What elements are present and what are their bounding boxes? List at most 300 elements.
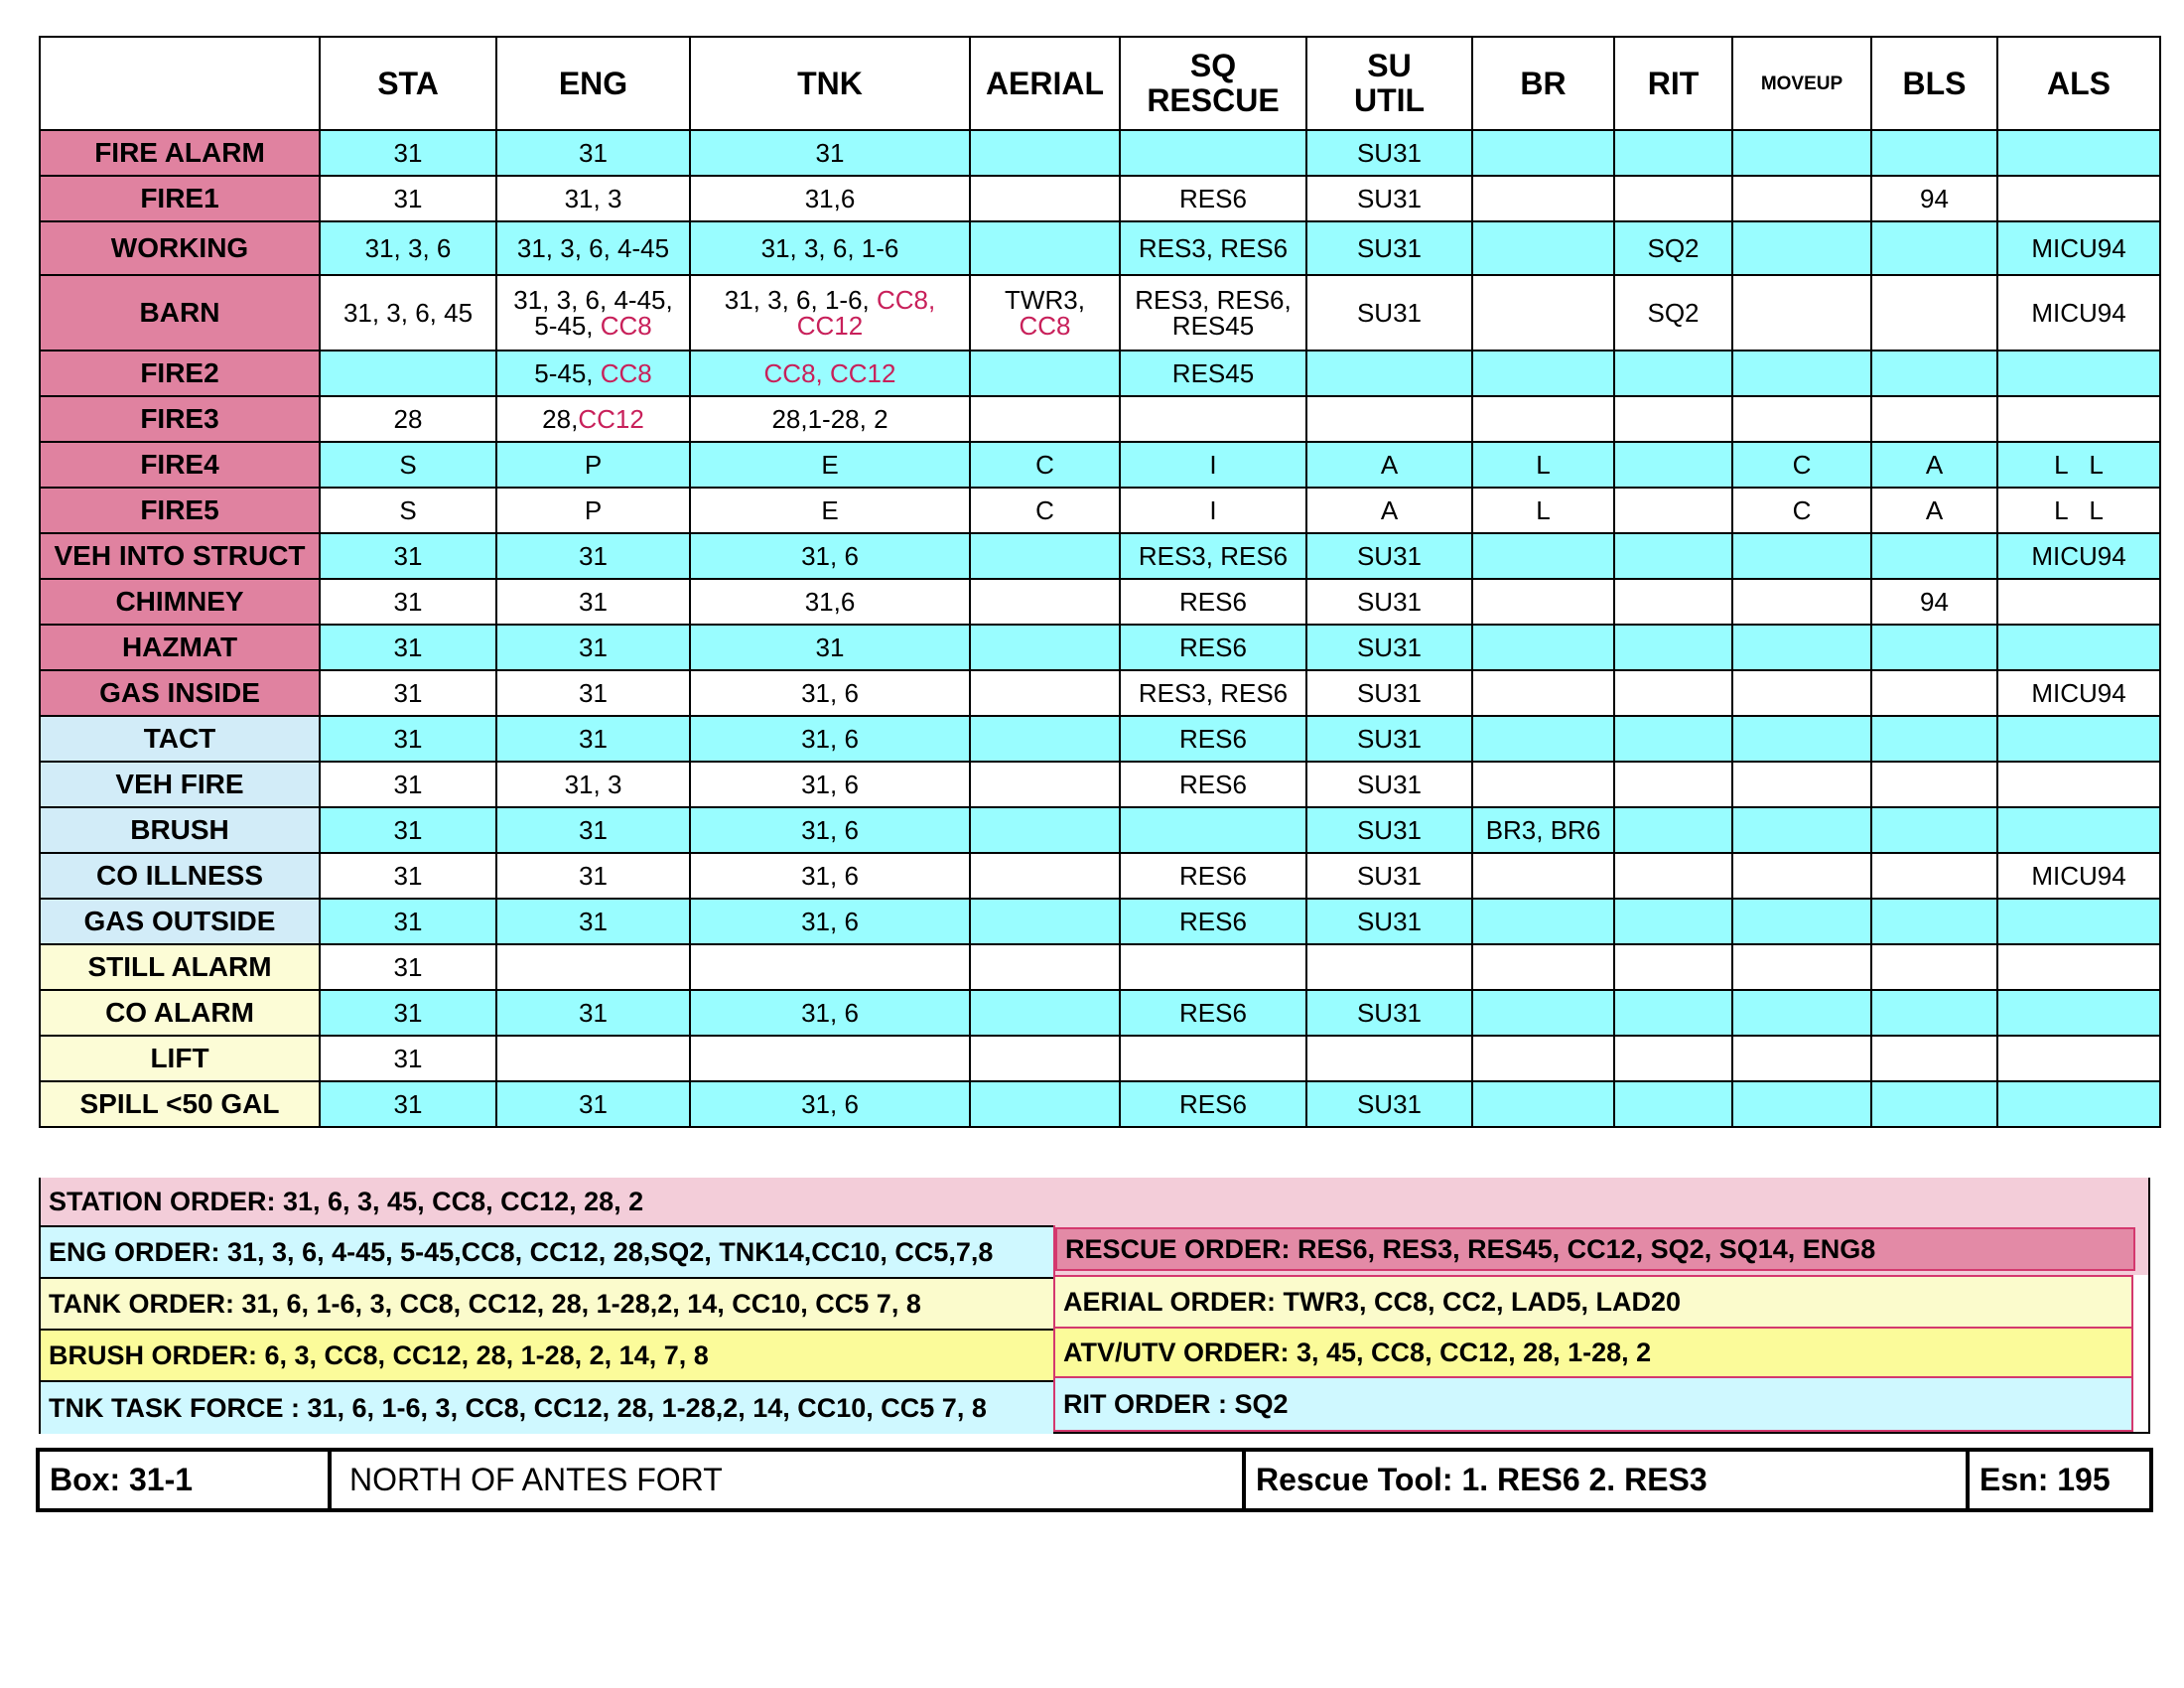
row-label: FIRE4 <box>40 442 320 488</box>
cell-br <box>1472 899 1614 944</box>
cell-rit <box>1614 1081 1732 1127</box>
cell-als <box>1997 396 2160 442</box>
cell-sta <box>320 351 496 396</box>
cell-aerial <box>970 130 1120 176</box>
cell-text: 28, <box>542 404 579 434</box>
row-label: TACT <box>40 716 320 762</box>
cell-eng: 31, 3 <box>496 762 690 807</box>
cell-bls <box>1871 1081 1997 1127</box>
header-bls: BLS <box>1871 37 1997 130</box>
cell-tnk: 31, 6 <box>690 716 970 762</box>
cell-tnk: 31, 6 <box>690 853 970 899</box>
cell-sta: S <box>320 442 496 488</box>
cell-aerial <box>970 944 1120 990</box>
cell-tnk: 31, 6 <box>690 899 970 944</box>
cell-tnk: E <box>690 442 970 488</box>
cell-aerial <box>970 807 1120 853</box>
row-working <box>40 221 2160 275</box>
row-label: CHIMNEY <box>40 579 320 625</box>
cell-text: TWR3, <box>1005 285 1085 315</box>
cell-sta: 31 <box>320 625 496 670</box>
cell-tnk: 31 <box>690 130 970 176</box>
cell-bls <box>1871 762 1997 807</box>
row-label: HAZMAT <box>40 625 320 670</box>
cell-su-util: SU31 <box>1306 670 1472 716</box>
cell-aerial <box>970 1081 1120 1127</box>
cell-sq-rescue: RES3, RES6, RES45 <box>1120 275 1306 351</box>
cell-moveup <box>1732 762 1871 807</box>
row-label: VEH FIRE <box>40 762 320 807</box>
cell-br <box>1472 853 1614 899</box>
box-number: Box: 31-1 <box>50 1462 194 1497</box>
cell-br <box>1472 990 1614 1036</box>
header-sq-rescue <box>1120 37 1306 130</box>
cell-aerial <box>970 670 1120 716</box>
cell-moveup <box>1732 944 1871 990</box>
cell-tnk: 31,6 <box>690 579 970 625</box>
cell-bls <box>1871 625 1997 670</box>
cell-moveup <box>1732 579 1871 625</box>
cell-moveup <box>1732 351 1871 396</box>
cell-rit <box>1614 130 1732 176</box>
header-line: SU <box>1367 48 1412 83</box>
box-footer <box>36 1448 2153 1512</box>
cell-sq-rescue: RES6 <box>1120 625 1306 670</box>
cell-moveup <box>1732 807 1871 853</box>
cell-br <box>1472 1081 1614 1127</box>
cell-als: MICU94 <box>1997 533 2160 579</box>
row-label: LIFT <box>40 1036 320 1081</box>
cell-sq-rescue: RES3, RES6 <box>1120 221 1306 275</box>
cell-su-util: SU31 <box>1306 853 1472 899</box>
cell-moveup <box>1732 625 1871 670</box>
cell-sq-rescue: I <box>1120 488 1306 533</box>
tank-order: TANK ORDER: 31, 6, 1-6, 3, CC8, CC12, 28, 1-28,2, 14, CC10, CC5 7, 8 <box>41 1277 1053 1329</box>
cell-su-util: A <box>1306 442 1472 488</box>
cell-sq-rescue: RES6 <box>1120 716 1306 762</box>
cell-bls <box>1871 990 1997 1036</box>
cell-als: MICU94 <box>1997 853 2160 899</box>
cell-su-util <box>1306 351 1472 396</box>
cc-unit: CC12 <box>796 311 864 341</box>
header-corner <box>40 37 320 130</box>
cell-sta: 28 <box>320 396 496 442</box>
cell-moveup <box>1732 221 1871 275</box>
cell-sq-rescue <box>1120 807 1306 853</box>
row-still-alarm <box>40 944 2160 990</box>
header-moveup: MOVEUP <box>1732 37 1871 130</box>
cell-su-util: SU31 <box>1306 176 1472 221</box>
cell-bls <box>1871 807 1997 853</box>
row-label: BRUSH <box>40 807 320 853</box>
header-row <box>40 37 2160 130</box>
row-barn <box>40 275 2160 351</box>
cell-su-util: A <box>1306 488 1472 533</box>
row-hazmat <box>40 625 2160 670</box>
cell-eng <box>496 944 690 990</box>
cell-aerial <box>970 396 1120 442</box>
cell-rit <box>1614 899 1732 944</box>
cell-su-util: SU31 <box>1306 899 1472 944</box>
cell-eng: 31 <box>496 807 690 853</box>
cell-eng <box>496 1036 690 1081</box>
cell-aerial <box>970 176 1120 221</box>
cell-br <box>1472 533 1614 579</box>
cell-su-util: SU31 <box>1306 221 1472 275</box>
cell-sq-rescue: RES45 <box>1120 351 1306 396</box>
cell-bls <box>1871 670 1997 716</box>
cell-sta: 31 <box>320 533 496 579</box>
cell-br <box>1472 351 1614 396</box>
row-label: FIRE5 <box>40 488 320 533</box>
cell-tnk: 31, 6 <box>690 533 970 579</box>
cell-sta: 31 <box>320 176 496 221</box>
cell-sta: 31 <box>320 670 496 716</box>
cell-su-util <box>1306 944 1472 990</box>
cell-br <box>1472 670 1614 716</box>
row-spill-50-gal <box>40 1081 2160 1127</box>
cell-sq-rescue: RES6 <box>1120 176 1306 221</box>
cell-br <box>1472 396 1614 442</box>
cell-als <box>1997 762 2160 807</box>
cell-sta: 31, 3, 6, 45 <box>320 275 496 351</box>
cell-eng: 31 <box>496 716 690 762</box>
cell-moveup <box>1732 670 1871 716</box>
cell-bls <box>1871 275 1997 351</box>
cell-eng: 31, 3, 6, 4-45 <box>496 221 690 275</box>
cell-rit: SQ2 <box>1614 221 1732 275</box>
row-label: FIRE1 <box>40 176 320 221</box>
cell-moveup <box>1732 1036 1871 1081</box>
row-label: CO ILLNESS <box>40 853 320 899</box>
cell-rit <box>1614 807 1732 853</box>
header-line: RESCUE <box>1147 82 1280 118</box>
cell-eng <box>496 396 690 442</box>
cell-tnk: 28,1-28, 2 <box>690 396 970 442</box>
cell-rit <box>1614 1036 1732 1081</box>
cell-sta: 31 <box>320 899 496 944</box>
cell-br <box>1472 176 1614 221</box>
cell-eng: 31 <box>496 899 690 944</box>
row-gas-outside <box>40 899 2160 944</box>
cell-als <box>1997 176 2160 221</box>
cell-als <box>1997 807 2160 853</box>
cell-rit <box>1614 625 1732 670</box>
cell-bls <box>1871 944 1997 990</box>
cell-sta: 31 <box>320 1081 496 1127</box>
row-label: STILL ALARM <box>40 944 320 990</box>
rescue-order: RESCUE ORDER: RES6, RES3, RES45, CC12, SQ2, SQ14, ENG8 <box>1055 1227 2135 1271</box>
cell-br: L <box>1472 442 1614 488</box>
header-rit: RIT <box>1614 37 1732 130</box>
cell-su-util: SU31 <box>1306 275 1472 351</box>
cell-tnk: 31 <box>690 625 970 670</box>
cell-text: 31, 3, 6, 1-6, <box>724 285 877 315</box>
cell-sq-rescue: RES6 <box>1120 579 1306 625</box>
cell-als <box>1997 351 2160 396</box>
row-chimney <box>40 579 2160 625</box>
cell-aerial <box>970 853 1120 899</box>
cell-tnk <box>690 275 970 351</box>
cell-br <box>1472 1036 1614 1081</box>
cell-aerial <box>970 625 1120 670</box>
cell-eng: 31 <box>496 1081 690 1127</box>
row-brush <box>40 807 2160 853</box>
cell-br <box>1472 716 1614 762</box>
cell-sq-rescue: RES6 <box>1120 899 1306 944</box>
cell-tnk: 31, 6 <box>690 807 970 853</box>
cell-sq-rescue <box>1120 944 1306 990</box>
row-fire4 <box>40 442 2160 488</box>
header-tnk: TNK <box>690 37 970 130</box>
cell-sq-rescue: RES6 <box>1120 853 1306 899</box>
cell-sq-rescue <box>1120 1036 1306 1081</box>
cell-tnk <box>690 1036 970 1081</box>
cell-sta: 31 <box>320 807 496 853</box>
cell-rit <box>1614 488 1732 533</box>
cell-tnk <box>690 944 970 990</box>
cell-su-util: SU31 <box>1306 625 1472 670</box>
cell-als <box>1997 625 2160 670</box>
cell-rit <box>1614 176 1732 221</box>
cell-als <box>1997 899 2160 944</box>
header-line: UTIL <box>1353 82 1426 118</box>
cc-unit: CC8, CC12 <box>763 358 896 388</box>
row-label: GAS OUTSIDE <box>40 899 320 944</box>
cell-als: MICU94 <box>1997 221 2160 275</box>
cell-sta: 31 <box>320 944 496 990</box>
row-co-illness <box>40 853 2160 899</box>
cell-bls <box>1871 351 1997 396</box>
box-location: NORTH OF ANTES FORT <box>328 1452 1242 1508</box>
cell-sta: 31 <box>320 762 496 807</box>
cell-br <box>1472 944 1614 990</box>
cell-sta: 31 <box>320 130 496 176</box>
cell-moveup: C <box>1732 442 1871 488</box>
header-line: SQ <box>1189 48 1237 83</box>
header-su-util <box>1306 37 1472 130</box>
cell-rit <box>1614 990 1732 1036</box>
cell-als <box>1997 944 2160 990</box>
header-aerial: AERIAL <box>970 37 1120 130</box>
cell-su-util: SU31 <box>1306 533 1472 579</box>
cell-bls: A <box>1871 488 1997 533</box>
cell-bls <box>1871 716 1997 762</box>
cell-eng <box>496 275 690 351</box>
cell-sta: 31, 3, 6 <box>320 221 496 275</box>
cell-sta: 31 <box>320 990 496 1036</box>
cell-br <box>1472 275 1614 351</box>
eng-order: ENG ORDER: 31, 3, 6, 4-45, 5-45,CC8, CC12, 28,SQ2, TNK14,CC10, CC5,7,8 <box>41 1225 1053 1277</box>
cell-tnk: 31, 6 <box>690 670 970 716</box>
cell-als: MICU94 <box>1997 670 2160 716</box>
cell-als: L L <box>1997 442 2160 488</box>
cell-eng: 31 <box>496 990 690 1036</box>
row-label: FIRE ALARM <box>40 130 320 176</box>
cell-als <box>1997 1081 2160 1127</box>
cell-moveup <box>1732 990 1871 1036</box>
cell-su-util: SU31 <box>1306 716 1472 762</box>
cell-als <box>1997 990 2160 1036</box>
cell-als <box>1997 130 2160 176</box>
cell-bls <box>1871 853 1997 899</box>
cell-eng: 31 <box>496 533 690 579</box>
cell-bls <box>1871 899 1997 944</box>
rit-order: RIT ORDER : SQ2 <box>1053 1376 2133 1432</box>
cell-eng: 31 <box>496 853 690 899</box>
cell-sq-rescue: I <box>1120 442 1306 488</box>
row-label: SPILL <50 GAL <box>40 1081 320 1127</box>
row-co-alarm <box>40 990 2160 1036</box>
cell-br <box>1472 762 1614 807</box>
cell-aerial <box>970 762 1120 807</box>
cell-bls <box>1871 130 1997 176</box>
header-als: ALS <box>1997 37 2160 130</box>
cell-tnk: 31, 3, 6, 1-6 <box>690 221 970 275</box>
cell-als <box>1997 716 2160 762</box>
cell-sq-rescue: RES6 <box>1120 1081 1306 1127</box>
cell-rit: SQ2 <box>1614 275 1732 351</box>
cell-tnk: 31, 6 <box>690 990 970 1036</box>
cell-rit <box>1614 351 1732 396</box>
cell-rit <box>1614 944 1732 990</box>
cell-aerial <box>970 579 1120 625</box>
cell-sq-rescue: RES6 <box>1120 762 1306 807</box>
cell-su-util: SU31 <box>1306 807 1472 853</box>
cell-rit <box>1614 442 1732 488</box>
header-br: BR <box>1472 37 1614 130</box>
cell-bls <box>1871 221 1997 275</box>
cell-bls <box>1871 533 1997 579</box>
cell-su-util <box>1306 1036 1472 1081</box>
rescue-order-band <box>1053 1225 2148 1275</box>
row-label: CO ALARM <box>40 990 320 1036</box>
cell-su-util: SU31 <box>1306 130 1472 176</box>
cell-moveup <box>1732 275 1871 351</box>
run-card-table <box>39 36 2161 1128</box>
cell-su-util: SU31 <box>1306 1081 1472 1127</box>
cell-eng: 31 <box>496 625 690 670</box>
cell-rit <box>1614 579 1732 625</box>
cell-sta: 31 <box>320 1036 496 1081</box>
row-label: FIRE2 <box>40 351 320 396</box>
cell-moveup <box>1732 716 1871 762</box>
cell-text: 31, 3, 6, 4-45, <box>513 285 673 315</box>
cell-br <box>1472 130 1614 176</box>
cell-rit <box>1614 670 1732 716</box>
aerial-order: AERIAL ORDER: TWR3, CC8, CC2, LAD5, LAD20 <box>1053 1275 2133 1327</box>
cell-bls <box>1871 1036 1997 1081</box>
esn-number: Esn: 195 <box>1966 1452 2149 1508</box>
cell-sq-rescue <box>1120 396 1306 442</box>
cell-aerial <box>970 533 1120 579</box>
row-label: GAS INSIDE <box>40 670 320 716</box>
cell-als: MICU94 <box>1997 275 2160 351</box>
cell-br <box>1472 579 1614 625</box>
cc-unit: CC8, <box>876 285 936 315</box>
cell-tnk: 31, 6 <box>690 762 970 807</box>
cell-eng <box>496 351 690 396</box>
row-fire2 <box>40 351 2160 396</box>
cell-sta: S <box>320 488 496 533</box>
cell-eng: 31 <box>496 670 690 716</box>
row-gas-inside <box>40 670 2160 716</box>
cell-rit <box>1614 762 1732 807</box>
cell-aerial: C <box>970 442 1120 488</box>
cell-sq-rescue: RES3, RES6 <box>1120 533 1306 579</box>
cell-tnk: 31,6 <box>690 176 970 221</box>
cell-tnk: 31, 6 <box>690 1081 970 1127</box>
cell-tnk: E <box>690 488 970 533</box>
cell-bls: 94 <box>1871 176 1997 221</box>
cc-unit: CC8 <box>1019 311 1071 341</box>
row-label: VEH INTO STRUCT <box>40 533 320 579</box>
row-label: BARN <box>40 275 320 351</box>
cell-text: 5-45, <box>534 311 601 341</box>
cell-sta: 31 <box>320 716 496 762</box>
brush-order: BRUSH ORDER: 6, 3, CC8, CC12, 28, 1-28, 2, 14, 7, 8 <box>41 1329 1053 1380</box>
cell-text: 5-45, <box>534 358 601 388</box>
cell-moveup <box>1732 1081 1871 1127</box>
cell-moveup <box>1732 176 1871 221</box>
cell-moveup <box>1732 533 1871 579</box>
row-fire-alarm <box>40 130 2160 176</box>
cc-unit: CC8 <box>600 358 652 388</box>
cell-bls <box>1871 396 1997 442</box>
cell-aerial <box>970 221 1120 275</box>
rescue-tool: Rescue Tool: 1. RES6 2. RES3 <box>1242 1452 1966 1508</box>
cc-unit: CC12 <box>578 404 644 434</box>
cell-br: L <box>1472 488 1614 533</box>
cell-aerial <box>970 351 1120 396</box>
cell-eng: 31, 3 <box>496 176 690 221</box>
cell-aerial <box>970 899 1120 944</box>
cell-moveup <box>1732 899 1871 944</box>
cell-su-util: SU31 <box>1306 579 1472 625</box>
row-veh-into-struct <box>40 533 2160 579</box>
cell-aerial <box>970 1036 1120 1081</box>
cell-rit <box>1614 396 1732 442</box>
cell-br <box>1472 221 1614 275</box>
cell-eng: P <box>496 488 690 533</box>
cell-aerial <box>970 990 1120 1036</box>
cell-eng: 31 <box>496 130 690 176</box>
cell-aerial <box>970 275 1120 351</box>
cell-eng: P <box>496 442 690 488</box>
row-fire5 <box>40 488 2160 533</box>
dispatch-orders <box>39 1178 2150 1434</box>
cell-br <box>1472 625 1614 670</box>
cell-rit <box>1614 716 1732 762</box>
cell-aerial: C <box>970 488 1120 533</box>
cell-su-util: SU31 <box>1306 990 1472 1036</box>
cell-sta: 31 <box>320 853 496 899</box>
cell-sta: 31 <box>320 579 496 625</box>
row-veh-fire <box>40 762 2160 807</box>
atv-utv-order: ATV/UTV ORDER: 3, 45, CC8, CC12, 28, 1-28, 2 <box>1053 1327 2133 1376</box>
cell-su-util <box>1306 396 1472 442</box>
row-lift <box>40 1036 2160 1081</box>
row-tact <box>40 716 2160 762</box>
cell-sq-rescue <box>1120 130 1306 176</box>
cell-als: L L <box>1997 488 2160 533</box>
cell-rit <box>1614 533 1732 579</box>
cc-unit: CC8 <box>600 311 652 341</box>
cell-br: BR3, BR6 <box>1472 807 1614 853</box>
station-order: STATION ORDER: 31, 6, 3, 45, CC8, CC12, 28, 2 <box>41 1178 2148 1225</box>
header-eng: ENG <box>496 37 690 130</box>
cell-su-util: SU31 <box>1306 762 1472 807</box>
